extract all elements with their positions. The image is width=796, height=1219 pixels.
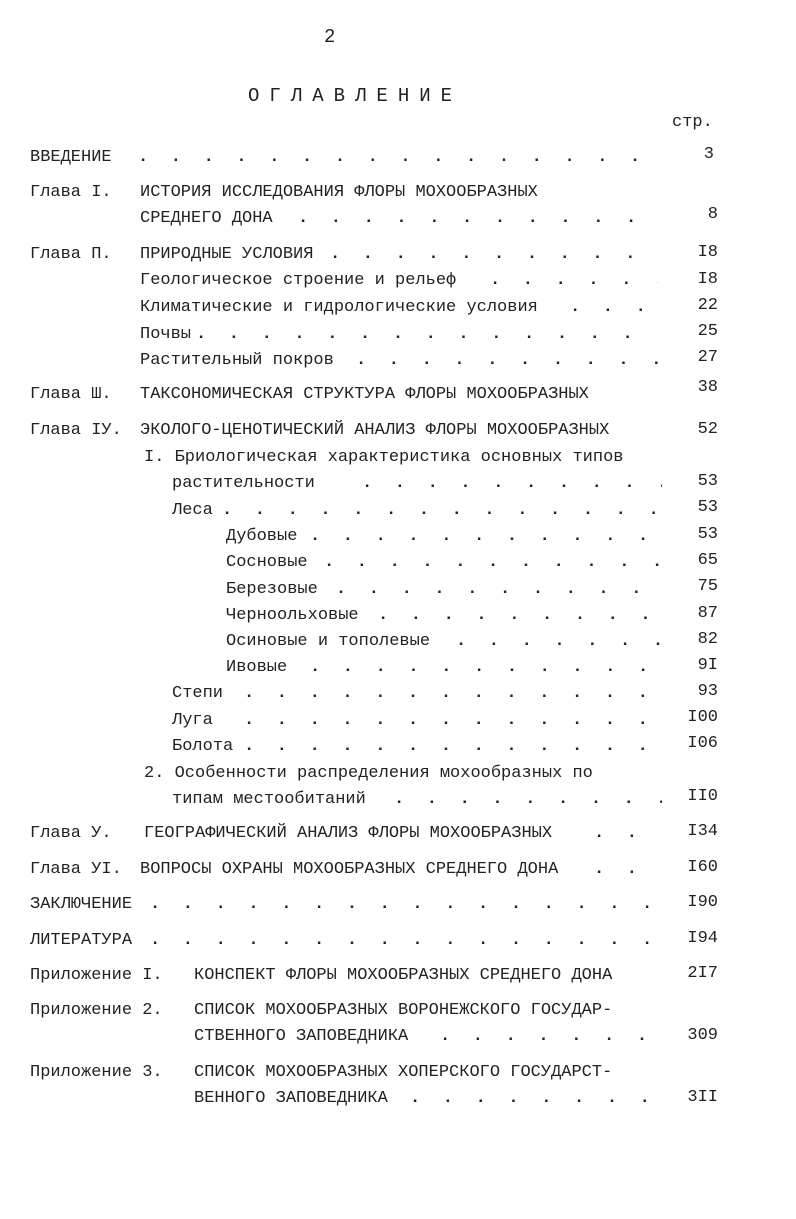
page-ref: 22 — [697, 296, 718, 315]
entry-title-continued: СТВЕННОГО ЗАПОВЕДНИКА — [194, 1027, 409, 1046]
page-ref: 82 — [697, 630, 718, 649]
appendix-label: Приложение 3. — [30, 1063, 163, 1082]
leader-dots — [456, 632, 662, 652]
entry-title: Сосновые — [226, 553, 308, 572]
entry-title: КОНСПЕКТ ФЛОРЫ МОХООБРАЗНЫХ СРЕДНЕГО ДОНА — [194, 966, 613, 985]
leader-dots — [336, 580, 662, 600]
page-ref: 3II — [687, 1088, 718, 1107]
appendix-label: Приложение I. — [30, 966, 163, 985]
entry-title: ПРИРОДНЫЕ УСЛОВИЯ — [140, 245, 314, 264]
page-ref: 309 — [687, 1026, 718, 1045]
leader-dots — [324, 553, 662, 573]
entry-title: ВОПРОСЫ ОХРАНЫ МОХООБРАЗНЫХ СРЕДНЕГО ДОНА — [140, 860, 559, 879]
leader-dots — [410, 1089, 662, 1109]
page-ref: 75 — [697, 577, 718, 596]
page-ref: 27 — [697, 348, 718, 367]
entry-title: ВВЕДЕНИЕ — [30, 148, 112, 167]
leader-dots — [138, 148, 658, 168]
chapter-label: Глава I. — [30, 183, 112, 202]
page-column-header: стр. — [672, 113, 713, 132]
entry-title: Дубовые — [226, 527, 298, 546]
entry-title: I. Бриологическая характеристика основных типов — [144, 448, 624, 467]
entry-title-continued: ВЕННОГО ЗАПОВЕДНИКА — [194, 1089, 388, 1108]
appendix-label: Приложение 2. — [30, 1001, 163, 1020]
page-ref: 3 — [703, 145, 714, 164]
leader-dots — [150, 931, 662, 951]
page-ref: 38 — [697, 378, 718, 397]
leader-dots — [378, 606, 662, 626]
page-number: 2 — [324, 26, 336, 48]
entry-title: Болота — [172, 737, 234, 756]
page-ref: 8 — [707, 205, 718, 224]
page-ref: I34 — [687, 822, 718, 841]
entry-title: Климатические и гидрологические условия — [140, 298, 538, 317]
toc-title: ОГЛАВЛЕНИЕ — [248, 85, 463, 107]
leader-dots — [196, 325, 658, 345]
page-ref: I90 — [687, 893, 718, 912]
entry-title: Ивовые — [226, 658, 288, 677]
page-ref: 87 — [697, 604, 718, 623]
chapter-label: Глава IУ. — [30, 421, 122, 440]
entry-title: Луга — [172, 711, 213, 730]
entry-title: СПИСОК МОХООБРАЗНЫХ ХОПЕРСКОГО ГОСУДАРСТ- — [194, 1063, 613, 1082]
entry-title: Березовые — [226, 580, 318, 599]
page-ref: I00 — [687, 708, 718, 727]
page-ref: 93 — [697, 682, 718, 701]
entry-title: Черноольховые — [226, 606, 359, 625]
page-ref: 52 — [697, 420, 718, 439]
page-ref: I8 — [697, 270, 718, 289]
page-ref: I94 — [687, 929, 718, 948]
entry-title: ЭКОЛОГО-ЦЕНОТИЧЕСКИЙ АНАЛИЗ ФЛОРЫ МОХООБРАЗНЫХ — [140, 421, 610, 440]
entry-title: ИСТОРИЯ ИССЛЕДОВАНИЯ ФЛОРЫ МОХООБРАЗНЫХ — [140, 183, 538, 202]
page-ref: 53 — [697, 498, 718, 517]
page-ref: I60 — [687, 858, 718, 877]
entry-title: Растительный покров — [140, 351, 334, 370]
leader-dots — [244, 737, 662, 757]
page-ref: II0 — [687, 787, 718, 806]
leader-dots — [150, 895, 662, 915]
entry-title-continued: растительности — [172, 474, 315, 493]
leader-dots — [222, 501, 662, 521]
chapter-label: Глава П. — [30, 245, 112, 264]
entry-title: Степи — [172, 684, 224, 703]
page-ref: I8 — [697, 243, 718, 262]
page-ref: 53 — [697, 525, 718, 544]
entry-title: Осиновые и тополевые — [226, 632, 431, 651]
entry-title: ГЕОГРАФИЧЕСКИЙ АНАЛИЗ ФЛОРЫ МОХООБРАЗНЫХ — [144, 824, 553, 843]
leader-dots — [330, 245, 658, 265]
page-ref: 65 — [697, 551, 718, 570]
leader-dots — [490, 271, 658, 291]
leader-dots — [394, 790, 662, 810]
entry-title: Почвы — [140, 325, 192, 344]
leader-dots — [570, 298, 658, 318]
leader-dots — [244, 684, 662, 704]
leader-dots — [244, 711, 662, 731]
page-ref: I06 — [687, 734, 718, 753]
leader-dots — [298, 209, 658, 229]
entry-title-continued: типам местообитаний — [172, 790, 366, 809]
leader-dots — [440, 1027, 662, 1047]
leader-dots — [362, 474, 662, 494]
leader-dots — [356, 351, 658, 371]
entry-title-continued: СРЕДНЕГО ДОНА — [140, 209, 273, 228]
page-ref: 25 — [697, 322, 718, 341]
entry-title: ЗАКЛЮЧЕНИЕ — [30, 895, 133, 914]
entry-title: Леса — [172, 501, 213, 520]
page-ref: 9I — [697, 656, 718, 675]
chapter-label: Глава Ш. — [30, 385, 112, 404]
chapter-label: Глава У. — [30, 824, 112, 843]
entry-title: 2. Особенности распределения мохообразных по — [144, 764, 593, 783]
entry-title: ЛИТЕРАТУРА — [30, 931, 133, 950]
chapter-label: Глава УI. — [30, 860, 122, 879]
entry-title: Геологическое строение и рельеф — [140, 271, 457, 290]
entry-title: ТАКСОНОМИЧЕСКАЯ СТРУКТУРА ФЛОРЫ МОХООБРАЗНЫХ — [140, 385, 589, 404]
entry-title: СПИСОК МОХООБРАЗНЫХ ВОРОНЕЖСКОГО ГОСУДАР- — [194, 1001, 613, 1020]
page-ref: 2I7 — [687, 964, 718, 983]
leader-dots — [310, 658, 662, 678]
page-ref: 53 — [697, 472, 718, 491]
leader-dots — [310, 527, 662, 547]
